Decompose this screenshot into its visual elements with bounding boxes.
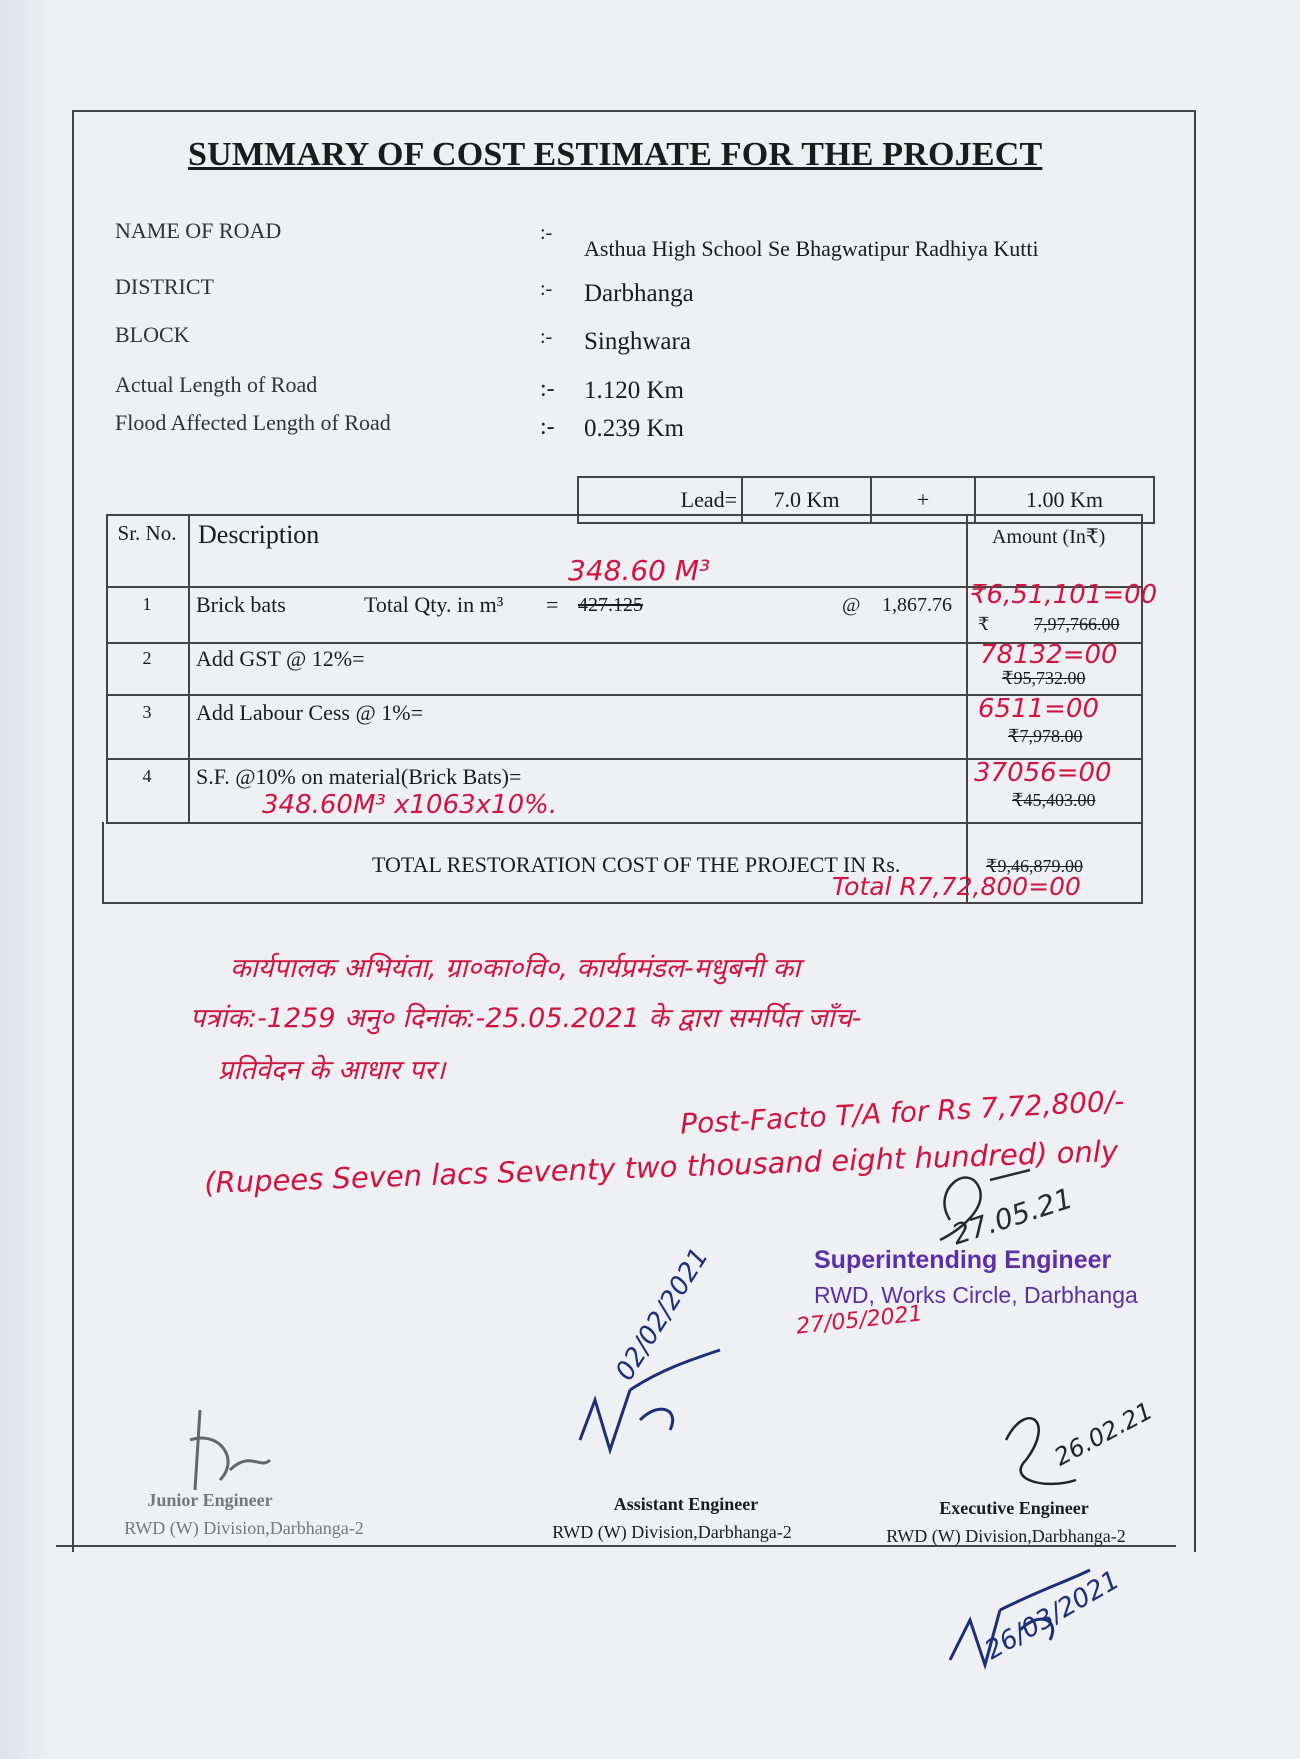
table-rule-left-total (102, 822, 104, 904)
hw-amount-in-words: (Rupees Seven lacs Seventy two thousand eight hundred) only (203, 1134, 1119, 1200)
hw-hindi-line3: प्रतिवेदन के आधार पर। (218, 1055, 446, 1086)
name-of-road-label: NAME OF ROAD (115, 218, 282, 243)
hw-row4-amount: 37056=00 (974, 758, 1112, 788)
table-rule-amount (966, 514, 968, 904)
row1-amount: 7,97,766.00 (1034, 614, 1120, 634)
se-date: 27.05.21 (947, 1181, 1077, 1252)
hw-hindi-line1: कार्यपालक अभियंता, ग्रा०का०वि०, कार्यप्रमंडल-मधुबनी का (230, 953, 801, 984)
table-rule-bottom (102, 902, 1141, 904)
table-rule-left (106, 514, 108, 822)
table-rule-top (106, 514, 1141, 516)
bottom-date: 26/03/2021 (980, 1565, 1125, 1666)
header-amount: Amount (In₹) (992, 526, 1106, 548)
ae-signature (570, 1340, 770, 1460)
hw-hindi-line2: पत्रांक:-1259 अनु० दिनांक:-25.05.2021 के द्वारा समर्पित जाँच- (190, 1003, 862, 1034)
je-title: Junior Engineer (147, 1490, 273, 1510)
actual-length-sep: :- (540, 376, 555, 402)
header-description: Description (198, 520, 320, 549)
ee-date: 26.02.21 (1049, 1396, 1158, 1472)
district-label: DISTRICT (115, 274, 214, 299)
row1-description: Brick bats (196, 592, 286, 617)
lead-extra: 1.00 Km (975, 477, 1154, 523)
block-sep: :- (540, 326, 553, 348)
flood-length-value: 0.239 Km (584, 415, 684, 442)
row1-sr: 1 (142, 594, 152, 614)
ae-date: 02/02/2021 (610, 1242, 715, 1386)
je-office: RWD (W) Division,Darbhanga-2 (124, 1518, 364, 1538)
district-sep: :- (540, 278, 553, 300)
name-of-road-value: Asthua High School Se Bhagwatipur Radhiya Kutti (584, 236, 1039, 261)
name-of-road-sep: :- (540, 222, 553, 244)
total-label: TOTAL RESTORATION COST OF THE PROJECT IN Rs. (372, 852, 901, 877)
row4-amount: ₹45,403.00 (1012, 790, 1096, 810)
hw-se-date: 27/05/2021 (795, 1301, 924, 1340)
stamp-line2: RWD, Works Circle, Darbhanga (814, 1282, 1138, 1308)
row3-sr: 3 (142, 702, 152, 722)
row4-description: S.F. @10% on material(Brick Bats)= (196, 764, 522, 789)
document-title: SUMMARY OF COST ESTIMATE FOR THE PROJECT (188, 136, 1043, 173)
hw-accepted-amount: Post-Facto T/A for Rs 7,72,800/- (679, 1084, 1126, 1141)
total-amount: ₹9,46,879.00 (986, 856, 1083, 876)
actual-length-value: 1.120 Km (584, 377, 684, 404)
block-value: Singhwara (584, 328, 691, 355)
flood-length-sep: :- (540, 414, 555, 440)
page-binding-edge (0, 0, 58, 1759)
lead-plus: + (871, 477, 975, 523)
hw-row3-amount: 6511=00 (978, 694, 1100, 724)
ee-title: Executive Engineer (939, 1498, 1089, 1518)
hw-row1-amount: ₹6,51,101=00 (970, 580, 1158, 610)
table-rule-sr (188, 514, 190, 822)
block-label: BLOCK (115, 322, 190, 347)
actual-length-label: Actual Length of Road (115, 372, 318, 397)
flood-length-label: Flood Affected Length of Road (115, 410, 391, 435)
hw-sf-calc: 348.60M³ x1063x10%. (262, 790, 558, 820)
table-rule-right (1141, 514, 1143, 904)
row1-currency: ₹ (978, 614, 990, 634)
row4-sr: 4 (142, 766, 152, 786)
lead-value: 7.0 Km (742, 477, 871, 523)
row1-at: @ (842, 594, 861, 616)
lead-label: Lead= (578, 477, 742, 523)
row1-qty: 427.125 (578, 594, 643, 616)
hw-total: Total R7,72,800=00 (832, 872, 1081, 901)
row3-amount: ₹7,978.00 (1008, 726, 1083, 746)
row1-rate: 1,867.76 (882, 594, 952, 616)
row2-amount: ₹95,732.00 (1002, 668, 1086, 688)
header-sr: Sr. No. (117, 521, 177, 545)
ee-office: RWD (W) Division,Darbhanga-2 (886, 1526, 1126, 1546)
row1-eq: = (546, 592, 559, 617)
row2-description: Add GST @ 12%= (196, 646, 365, 671)
row2-sr: 2 (142, 648, 152, 668)
table-rule-row4 (106, 822, 1141, 824)
je-signature (180, 1400, 280, 1500)
district-value: Darbhanga (584, 280, 694, 307)
row3-description: Add Labour Cess @ 1%= (196, 700, 423, 725)
stamp-line1: Superintending Engineer (814, 1246, 1112, 1274)
row1-qty-label: Total Qty. in m³ (364, 592, 504, 617)
ae-title: Assistant Engineer (613, 1494, 759, 1514)
hw-qty-revised: 348.60 M³ (568, 554, 711, 587)
hw-row2-amount: 78132=00 (980, 640, 1118, 670)
ae-office: RWD (W) Division,Darbhanga-2 (552, 1522, 792, 1542)
